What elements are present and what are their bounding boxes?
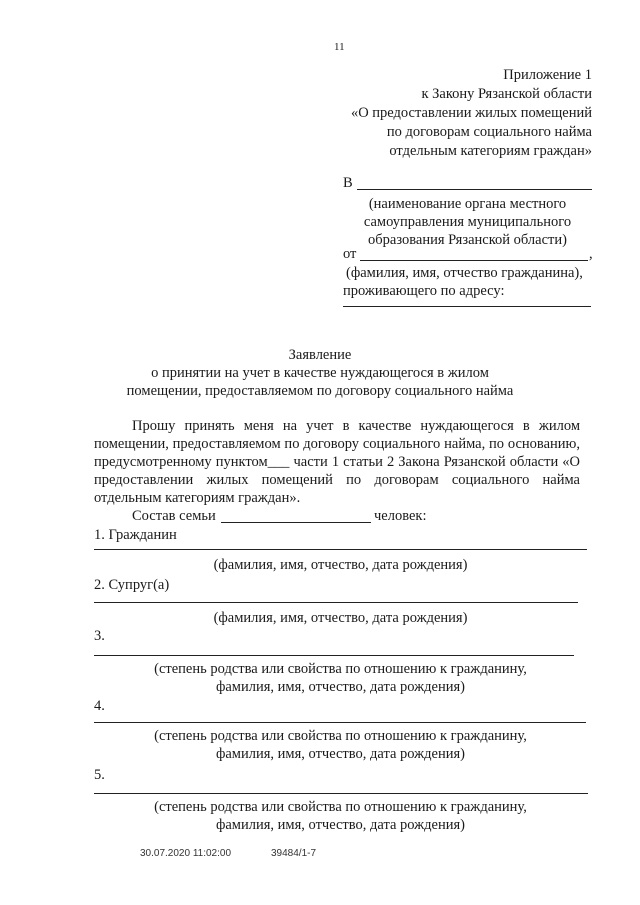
to-caption-1: (наименование органа местного (368, 196, 567, 212)
to-caption-2: самоуправления муниципального (363, 214, 572, 230)
member-2-field-line[interactable] (94, 602, 578, 603)
from-suffix: , (589, 246, 593, 262)
member-1-label: 1. Гражданин (94, 527, 177, 543)
member-5-field-line[interactable] (94, 793, 588, 794)
document-heading: Заявление (288, 347, 352, 363)
footer-timestamp: 30.07.2020 11:02:00 (140, 848, 232, 859)
footer-doc-id: 39484/1-7 (271, 848, 317, 859)
family-size-prefix: Состав семьи (132, 508, 216, 524)
document-subtitle-2: помещении, предоставляемом по договору социального найма (126, 383, 514, 399)
appendix-law-name-2: по договорам социального найма (386, 124, 592, 140)
member-2-label: 2. Супруг(а) (94, 577, 170, 593)
member-4-field-line[interactable] (94, 722, 586, 723)
family-size-field-line[interactable] (221, 522, 371, 523)
from-caption: (фамилия, имя, отчество гражданина), (346, 265, 583, 281)
member-3-field-line[interactable] (94, 655, 574, 656)
family-size-suffix: человек: (374, 508, 427, 524)
member-4-caption-1: (степень родства или свойства по отношению к гражданину, (154, 728, 527, 744)
member-4-caption-2: фамилия, имя, отчество, дата рождения) (215, 746, 466, 762)
document-subtitle-1: о принятии на учет в качестве нуждающегося в жилом (151, 365, 489, 381)
member-3-caption-1: (степень родства или свойства по отношению к гражданину, (154, 661, 527, 677)
address-field-line[interactable] (343, 306, 591, 307)
appendix-law-name-3: отдельным категориям граждан» (389, 143, 592, 159)
member-3-label: 3. (94, 628, 105, 644)
member-5-caption-1: (степень родства или свойства по отношению к гражданину, (154, 799, 527, 815)
request-paragraph: Прошу принять меня на учет в качестве нуждающегося в жилом помещении, предоставляемом по договору социального найма, по основанию, предусмотренному пунктом___ части 1 статьи 2 Закона Рязанской области «О предоставлении жилых помещений по договорам социального найма отдельным категориям граждан». (94, 418, 580, 506)
member-1-caption: (фамилия, имя, отчество, дата рождения) (213, 557, 468, 573)
from-prefix: от (343, 246, 357, 262)
member-5-label: 5. (94, 767, 105, 783)
from-field-line[interactable] (360, 260, 588, 261)
member-4-label: 4. (94, 698, 105, 714)
member-3-caption-2: фамилия, имя, отчество, дата рождения) (215, 679, 466, 695)
member-5-caption-2: фамилия, имя, отчество, дата рождения) (215, 817, 466, 833)
to-field-line[interactable] (357, 189, 592, 190)
to-caption-3: образования Рязанской области) (368, 232, 567, 248)
appendix-law-line: к Закону Рязанской области (421, 86, 592, 102)
page-number: 11 (334, 41, 345, 53)
appendix-law-name-1: «О предоставлении жилых помещений (350, 105, 592, 121)
appendix-title: Приложение 1 (503, 67, 592, 83)
member-2-caption: (фамилия, имя, отчество, дата рождения) (213, 610, 468, 626)
member-1-field-line[interactable] (94, 549, 587, 550)
residing-label: проживающего по адресу: (343, 283, 505, 299)
to-prefix: В (343, 175, 353, 191)
